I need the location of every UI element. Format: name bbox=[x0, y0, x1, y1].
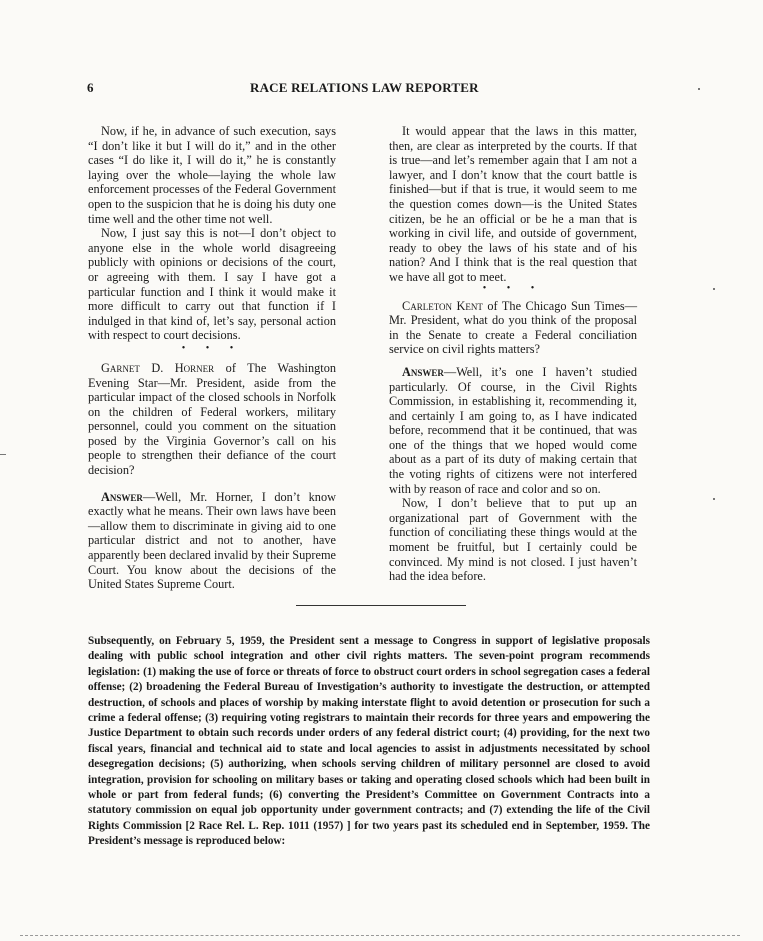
scan-mark bbox=[0, 454, 6, 455]
section-separator: • • • bbox=[181, 342, 243, 354]
paragraph: Now, I don’t believe that to put up an organizational part of Government with the function of conciliating these things would at the moment be fruitful, but I certainly could be convinced. My mind is not closed. I just haven’t had the idea before. bbox=[389, 496, 637, 584]
question-paragraph bbox=[88, 361, 336, 478]
question-text: of The Chicago Sun Times—Mr. President, what do you think of the proposal in the Senate to create a Federal conciliation service on civil rights matters? bbox=[389, 298, 637, 357]
answer-text: —Well, it’s one I haven’t studied particularly. Of course, in the Civil Rights Commission, in establishing it, recommending it, and certainly I am going to, as I have indicated before, recommend that it be continued, that was one of the things that we hoped would come about as a part of its duty of making certain that the voting rights of citizens were not interfered with by reason of race and color and so on. bbox=[389, 364, 637, 496]
reporter-name: Carleton Kent bbox=[402, 298, 483, 313]
reporter-name: Garnet D. Horner bbox=[101, 360, 215, 375]
scan-mark bbox=[698, 88, 700, 90]
editorial-note bbox=[88, 634, 650, 850]
answer-label: Answer bbox=[101, 489, 143, 504]
paragraph: Now, if he, in advance of such execution, says “I don’t like it but I will do it,” and in the other cases “I do like it, I will do it,” he is constantly laying over the whole—laying the whole law enforcement processes of the Federal Government open to the suspicion that he is doing his duty one time well and the other time not well. bbox=[88, 124, 336, 226]
answer-paragraph bbox=[389, 365, 637, 496]
section-divider bbox=[296, 605, 466, 606]
question-paragraph bbox=[389, 299, 637, 357]
editorial-note-text: Subsequently, on February 5, 1959, the President sent a message to Congress in support of legislative proposals dealing with public school integration and other civil rights matters. The seven-point program recommends legislation: (1) making the use of force or threats of force to obstruct court orders in school segregation cases a federal offense; (2) broadening the Federal Bureau of Investigation’s authority to investigate the destruction, or attempted destruction, of schools and places of worship by making interstate flight to avoid detention or prosecution for such a crime a federal offense; (3) requiring voting registrars to maintain their records for three years and empowering the Justice Department to obtain such records under orders of any federal district court; (4) providing, for the next two fiscal years, financial and technical aid to state and local agencies to assist in adjustments necessitated by school desegregation decisions; (5) authorizing, when schools serving children of military personnel are closed to avoid integration, provision for schooling on military bases or taking and operating closed schools which had been built in whole or part from federal funds; (6) converting the President’s Committee on Government Contracts into a statutory commission on equal job opportunity under government contracts; and (7) extending the life of the Civil Rights Commission [2 Race Rel. L. Rep. 1011 (1957) ] for two years past its scheduled end in September, 1959. The President’s message is reproduced below: bbox=[88, 635, 650, 848]
paragraph: Now, I just say this is not—I don’t object to anyone else in the whole world disagreeing publicly with opinions or decisions of the court, or agreeing with them. I say I have got a particular function and I think it would make it more difficult to carry out that function if I indulged in that kind of, let’s say, personal action with respect to court decisions. bbox=[88, 226, 336, 343]
answer-paragraph bbox=[88, 490, 336, 592]
left-column bbox=[88, 124, 336, 592]
section-separator: • • • bbox=[482, 282, 544, 294]
paragraph: It would appear that the laws in this matter, then, are clear as interpreted by the courts. If that is true—and let’s remember again that I am not a lawyer, and I don’t know that the court battle is finished—but if that is true, it would seem to me the question comes down—is the United States citizen, be he an official or be he a man that is working in civil life, and outside of government, ready to obey the laws of his state and of his nation? And I think that is the real question that we have all got to meet. bbox=[389, 124, 637, 284]
answer-label: Answer bbox=[402, 364, 444, 379]
scan-edge-line bbox=[20, 935, 740, 936]
answer-text: —Well, Mr. Horner, I don’t know exactly what he means. Their own laws have been—allow them to discriminate in giving aid to one particular district and not to another, have apparently been declared invalid by their Supreme Court. You know about the decisions of the United States Supreme Court. bbox=[88, 489, 336, 592]
question-text: of The Washington Evening Star—Mr. President, aside from the particular impact of the closed schools in Norfolk on the children of Federal workers, military personnel, could you comment on the situation posed by the Virginia Governor’s call on his people to strengthen their defiance of the court decision? bbox=[88, 360, 336, 478]
scan-mark bbox=[713, 498, 715, 500]
scan-mark bbox=[713, 288, 715, 290]
running-head: RACE RELATIONS LAW REPORTER bbox=[250, 80, 479, 95]
page-number: 6 bbox=[87, 80, 94, 95]
right-column bbox=[389, 124, 637, 584]
